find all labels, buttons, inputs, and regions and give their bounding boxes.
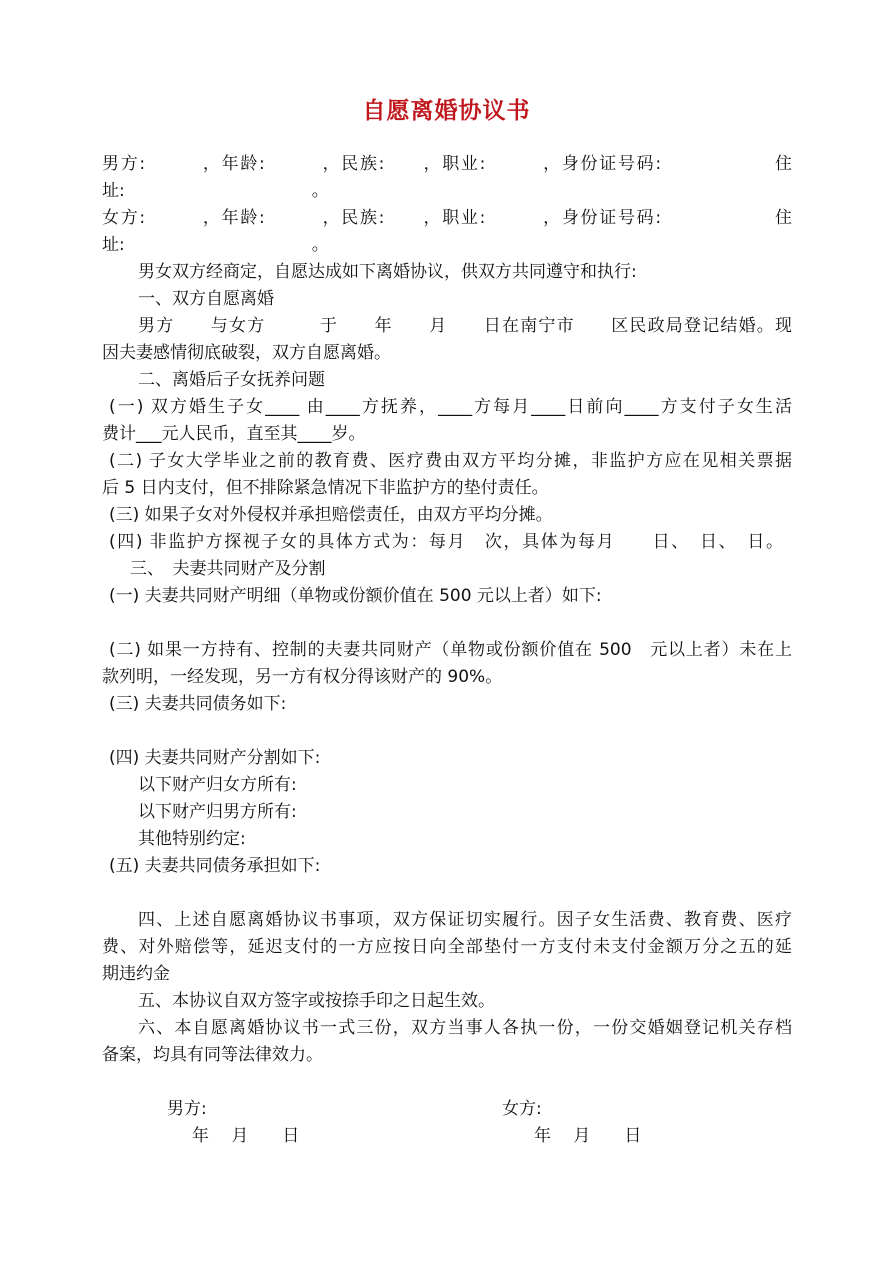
female-address-line: 址: 。 <box>102 235 329 255</box>
clause-3-4: (四) 夫妻共同财产分割如下: <box>109 748 321 768</box>
clause-3-2-cont: 款列明，一经发现，另一方有权分得该财产的 90%。 <box>102 667 503 687</box>
section-5-text: 五、本协议自双方签字或按捺手印之日起生效。 <box>138 991 495 1011</box>
section-6-text-cont: 备案，均具有同等法律效力。 <box>102 1045 323 1065</box>
property-to-male: 以下财产归男方所有: <box>138 802 297 822</box>
section-2-heading: 二、离婚后子女抚养问题 <box>138 370 325 390</box>
clause-2-1: (一) 双方婚生子女____ 由____方抚养，____方每月____日前向____方支付子女生活 <box>109 397 792 417</box>
section-1-heading: 一、双方自愿离婚 <box>138 289 274 309</box>
section-6-text: 六、本自愿离婚协议书一式三份，双方当事人各执一份，一份交婚姻登记机关存档 <box>138 1018 792 1038</box>
clause-2-2-cont: 后 5 日内支付，但不排除紧急情况下非监护方的垫付责任。 <box>102 478 549 498</box>
section-4-text: 四、上述自愿离婚协议书事项，双方保证切实履行。因子女生活费、教育费、医疗 <box>138 910 792 930</box>
property-to-female: 以下财产归女方所有: <box>138 775 297 795</box>
clause-2-4: (四) 非监护方探视子女的具体方式为：每月 次，具体为每月 日、 日、 日。 <box>109 532 783 552</box>
male-info-line: 男方: ，年龄: ，民族: ，职业: ，身份证号码: 住 <box>102 154 792 174</box>
section-4-text-end: 期违约金 <box>102 964 170 984</box>
clause-3-2: (二) 如果一方持有、控制的夫妻共同财产（单物或份额价值在 500 元以上者）未在上 <box>109 640 792 660</box>
female-signature-date: 年 月 日 <box>534 1126 642 1146</box>
clause-2-1-cont: 费计___元人民币，直至其____岁。 <box>102 424 366 444</box>
clause-3-5: (五) 夫妻共同债务承担如下: <box>109 856 321 876</box>
male-address-line: 址: 。 <box>102 181 329 201</box>
clause-3-1: (一) 夫妻共同财产明细（单物或份额价值在 500 元以上者）如下: <box>109 586 602 606</box>
male-signature-date: 年 月 日 <box>192 1126 300 1146</box>
female-signature-label: 女方: <box>502 1099 542 1119</box>
clause-2-2: (二) 子女大学毕业之前的教育费、医疗费由双方平均分摊，非监护方应在见相关票据 <box>109 451 792 471</box>
section-3-heading: 三、 夫妻共同财产及分割 <box>130 559 326 579</box>
other-agreements: 其他特别约定: <box>138 829 246 849</box>
document-title: 自愿离婚协议书 <box>362 98 531 124</box>
preamble: 男女双方经商定，自愿达成如下离婚协议，供双方共同遵守和执行: <box>138 262 637 282</box>
female-info-line: 女方: ，年龄: ，民族: ，职业: ，身份证号码: 住 <box>102 208 792 228</box>
clause-2-3: (三) 如果子女对外侵权并承担赔偿责任，由双方平均分摊。 <box>109 505 553 525</box>
male-signature-label: 男方: <box>167 1099 207 1119</box>
section-4-text-cont: 费、对外赔偿等，延迟支付的一方应按日向全部垫付一方支付未支付金额万分之五的延 <box>102 937 792 957</box>
section-1-text-cont: 因夫妻感情彻底破裂，双方自愿离婚。 <box>102 343 391 363</box>
clause-3-3: (三) 夫妻共同债务如下: <box>109 694 287 714</box>
section-1-text: 男方 与女方 于 年 月 日在南宁市 区民政局登记结婚。现 <box>138 316 792 336</box>
